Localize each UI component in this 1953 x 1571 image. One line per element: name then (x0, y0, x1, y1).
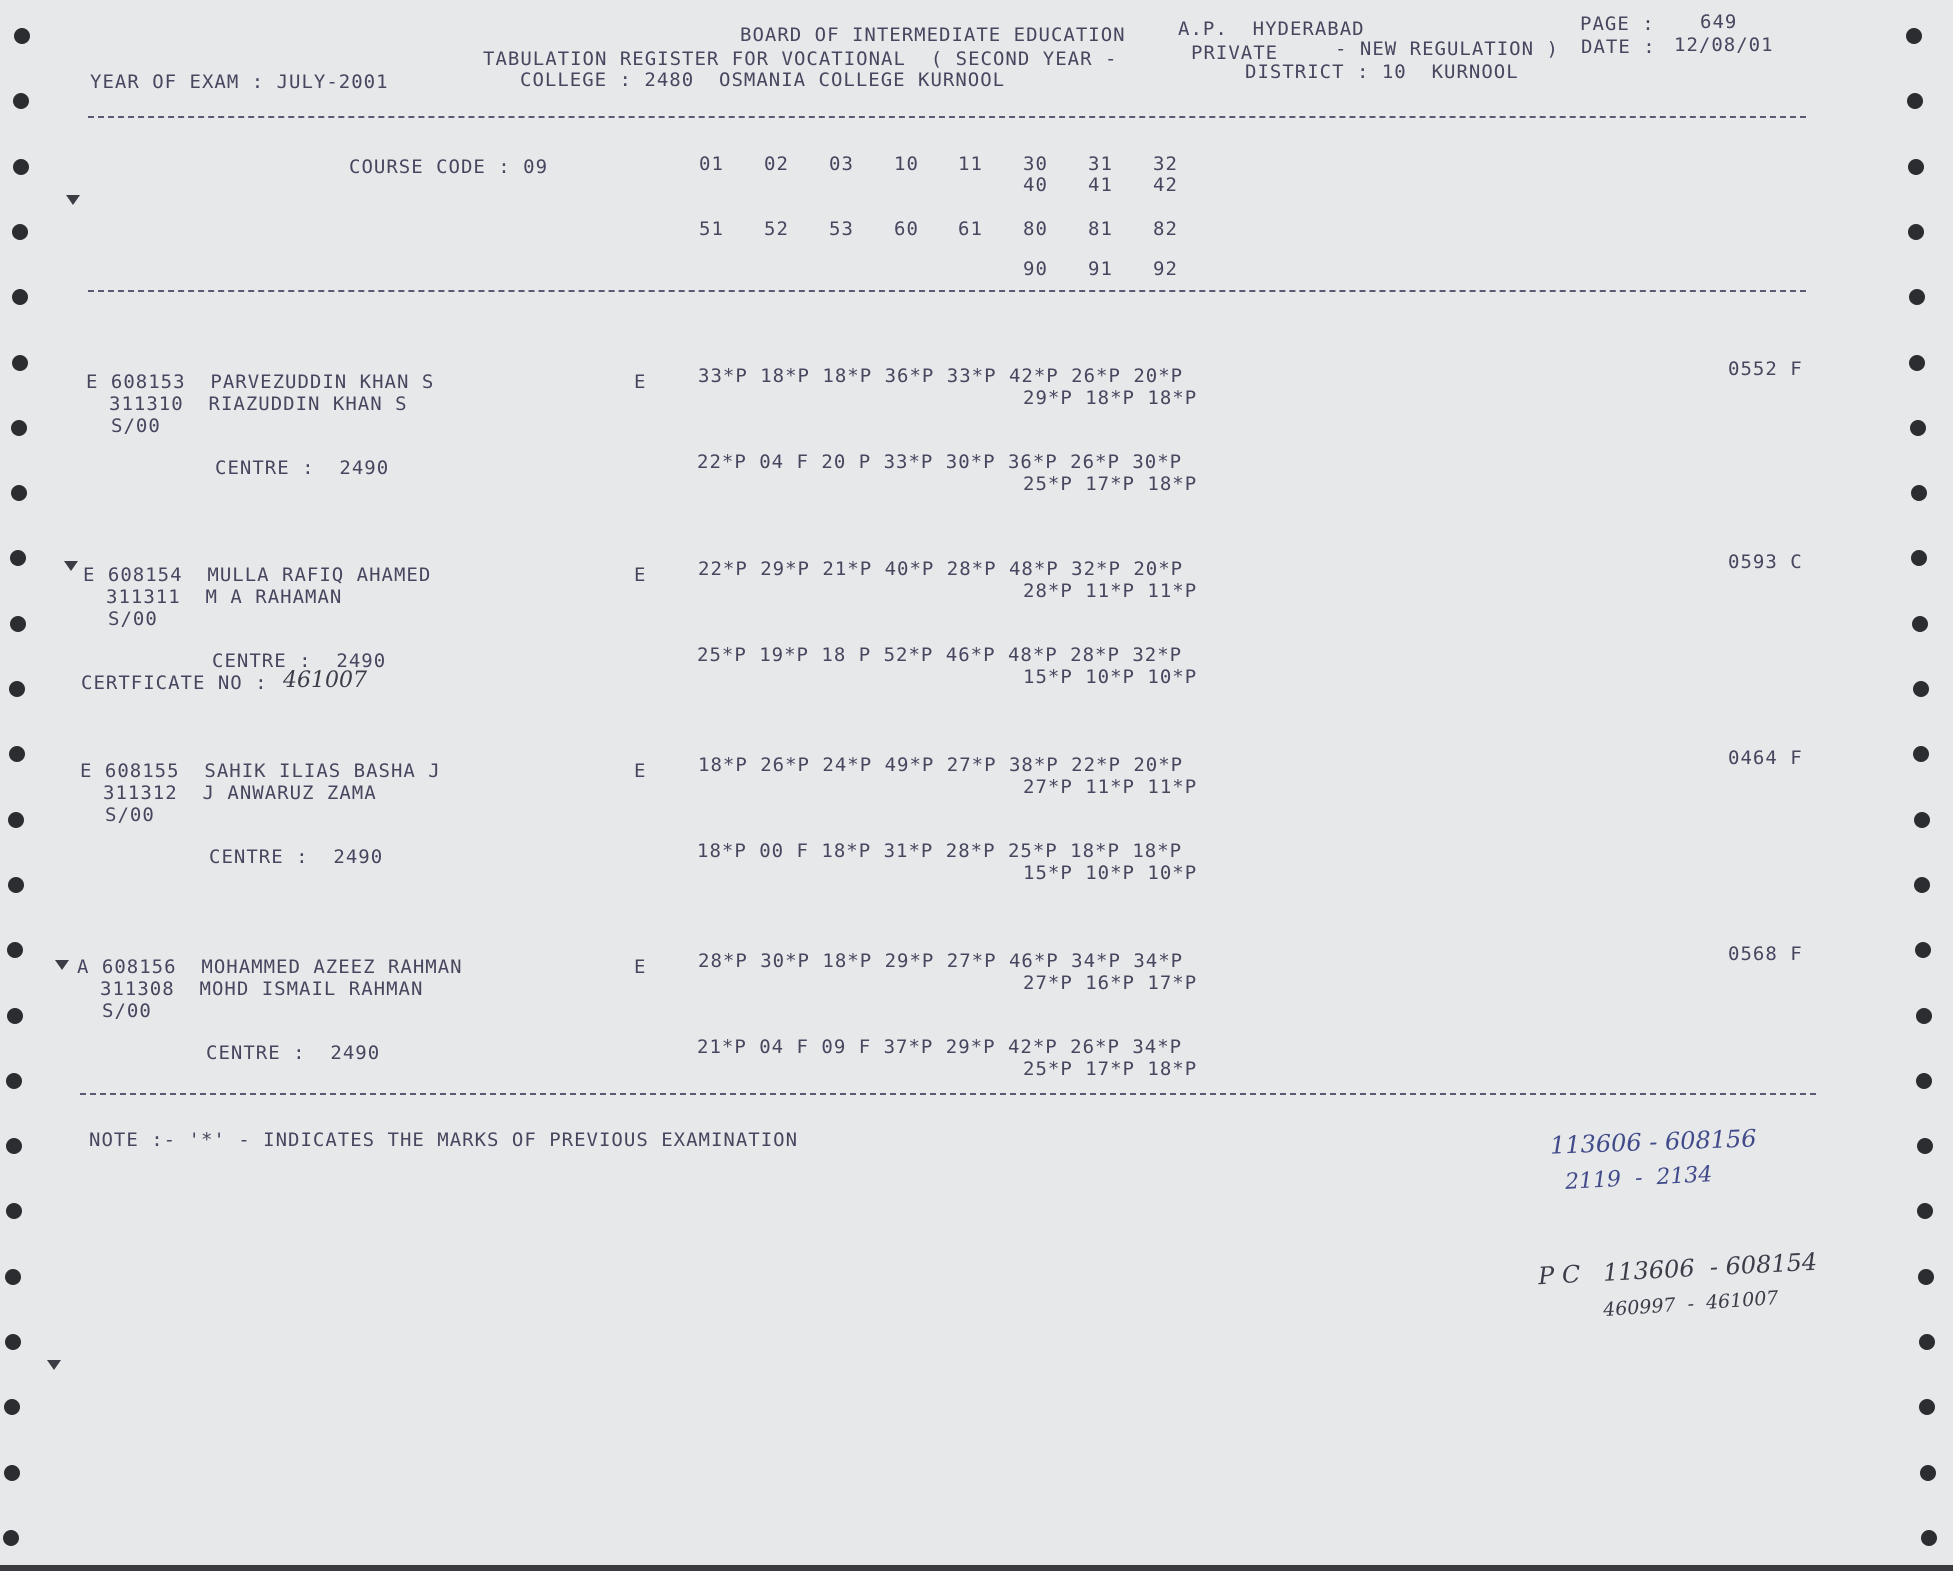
page-label: PAGE : (1580, 13, 1655, 35)
medium: E (634, 956, 647, 978)
total-and-result: 0552 F (1728, 358, 1803, 380)
district: DISTRICT : 10 KURNOOL (1245, 61, 1519, 83)
course-code-cell: 01 (699, 153, 724, 175)
marks-row-1: 18*P 26*P 24*P 49*P 27*P 38*P 22*P 20*P (698, 754, 1184, 776)
tractor-hole (1908, 224, 1924, 240)
tractor-hole (1907, 93, 1923, 109)
relation-code: S/00 (102, 1000, 152, 1022)
marks-row-1: 28*P 30*P 18*P 29*P 27*P 46*P 34*P 34*P (698, 950, 1184, 972)
tractor-hole (1919, 1399, 1935, 1415)
tick-mark (47, 1360, 61, 1370)
medium: E (634, 760, 647, 782)
register-title: TABULATION REGISTER FOR VOCATIONAL ( SECOND YEAR - (483, 48, 1118, 70)
course-code-cell: 11 (958, 153, 983, 175)
tractor-hole (1906, 28, 1922, 44)
page-number: 649 (1700, 11, 1738, 33)
tractor-hole (9, 681, 25, 697)
tractor-hole (1917, 1138, 1933, 1154)
course-code-cell: 03 (829, 153, 854, 175)
tractor-hole (8, 877, 24, 893)
note: NOTE :- '*' - INDICATES THE MARKS OF PREVIOUS EXAMINATION (89, 1129, 799, 1151)
handwritten-pc-range-2: 460997 - 461007 (1602, 1286, 1780, 1322)
tractor-hole (13, 159, 29, 175)
tractor-hole (13, 93, 29, 109)
course-code-cell: 51 (699, 218, 724, 240)
certificate-label: CERTFICATE NO : (81, 672, 268, 694)
rule-mid (88, 290, 1806, 292)
marks-row-1-extra: 29*P 18*P 18*P (1023, 387, 1198, 409)
tractor-hole (1914, 812, 1930, 828)
tractor-hole (1908, 159, 1924, 175)
marks-row-1: 33*P 18*P 18*P 36*P 33*P 42*P 26*P 20*P (698, 365, 1184, 387)
tractor-hole (11, 485, 27, 501)
tractor-hole (14, 28, 30, 44)
tractor-hole (6, 1138, 22, 1154)
tractor-hole (10, 550, 26, 566)
rule-top (88, 116, 1806, 118)
tractor-hole (11, 420, 27, 436)
course-code-cell: 80 (1023, 218, 1048, 240)
centre: CENTRE : 2490 (209, 846, 384, 868)
tractor-hole (1915, 942, 1931, 958)
relation-code: S/00 (108, 608, 158, 630)
tractor-hole (1918, 1269, 1934, 1285)
handwritten-range-2: 2119 - 2134 (1564, 1162, 1713, 1195)
tractor-hole (1917, 1203, 1933, 1219)
state-city: A.P. HYDERABAD (1178, 18, 1365, 40)
total-and-result: 0593 C (1728, 551, 1803, 573)
tractor-hole (6, 1203, 22, 1219)
regno-and-parent: 311312 J ANWARUZ ZAMA (103, 782, 377, 804)
regno-and-parent: 311311 M A RAHAMAN (106, 586, 343, 608)
marks-row-1: 22*P 29*P 21*P 40*P 28*P 48*P 32*P 20*P (698, 558, 1184, 580)
tractor-hole (7, 1008, 23, 1024)
tick-mark (66, 195, 80, 205)
marks-row-1-extra: 28*P 11*P 11*P (1023, 580, 1198, 602)
roll-and-name: E 608155 SAHIK ILIAS BASHA J (80, 760, 441, 782)
medium: E (634, 371, 647, 393)
print-date: 12/08/01 (1674, 34, 1774, 56)
handwritten-range-1: 113606 - 608156 (1549, 1124, 1758, 1160)
course-code-cell: 32 (1153, 153, 1178, 175)
tractor-hole (7, 942, 23, 958)
roll-and-name: E 608154 MULLA RAFIQ AHAMED (83, 564, 432, 586)
tractor-hole (12, 355, 28, 371)
course-code-cell: 53 (829, 218, 854, 240)
marks-row-2-extra: 15*P 10*P 10*P (1023, 666, 1198, 688)
tractor-hole (1914, 877, 1930, 893)
course-code-cell: 90 (1023, 258, 1048, 280)
tick-mark (55, 960, 69, 970)
tractor-hole (1912, 616, 1928, 632)
relation-code: S/00 (105, 804, 155, 826)
course-code-cell: 91 (1088, 258, 1113, 280)
tractor-hole (1911, 485, 1927, 501)
tractor-hole (4, 1465, 20, 1481)
tractor-hole (1910, 420, 1926, 436)
roll-and-name: A 608156 MOHAMMED AZEEZ RAHMAN (77, 956, 463, 978)
tractor-hole (8, 812, 24, 828)
medium: E (634, 564, 647, 586)
roll-and-name: E 608153 PARVEZUDDIN KHAN S (86, 371, 435, 393)
tick-mark (64, 561, 78, 571)
rule-bottom (80, 1093, 1816, 1095)
tractor-hole (5, 1269, 21, 1285)
tractor-hole (12, 224, 28, 240)
tractor-hole (10, 616, 26, 632)
regulation: - NEW REGULATION ) (1335, 38, 1559, 60)
tractor-hole (12, 289, 28, 305)
year-of-exam: YEAR OF EXAM : JULY-2001 (90, 71, 389, 93)
total-and-result: 0464 F (1728, 747, 1803, 769)
course-code-cell: 40 (1023, 174, 1048, 196)
course-code-cell: 82 (1153, 218, 1178, 240)
marks-row-2: 21*P 04 F 09 F 37*P 29*P 42*P 26*P 34*P (697, 1036, 1183, 1058)
marks-row-1-extra: 27*P 11*P 11*P (1023, 776, 1198, 798)
board-title: BOARD OF INTERMEDIATE EDUCATION (740, 24, 1126, 46)
tractor-hole (3, 1530, 19, 1546)
college: COLLEGE : 2480 OSMANIA COLLEGE KURNOOL (520, 69, 1006, 91)
course-code-cell: 81 (1088, 218, 1113, 240)
course-code-cell: 41 (1088, 174, 1113, 196)
centre: CENTRE : 2490 (212, 650, 387, 672)
marks-row-2: 25*P 19*P 18 P 52*P 46*P 48*P 28*P 32*P (697, 644, 1183, 666)
certificate-number: 461007 (283, 668, 367, 693)
centre: CENTRE : 2490 (215, 457, 390, 479)
marks-row-2-extra: 25*P 17*P 18*P (1023, 473, 1198, 495)
tractor-hole (9, 746, 25, 762)
marks-row-2: 22*P 04 F 20 P 33*P 30*P 36*P 26*P 30*P (697, 451, 1183, 473)
course-code-cell: 92 (1153, 258, 1178, 280)
date-label: DATE : (1581, 36, 1656, 58)
regno-and-parent: 311308 MOHD ISMAIL RAHMAN (100, 978, 424, 1000)
category: PRIVATE (1191, 42, 1279, 64)
tractor-hole (1911, 550, 1927, 566)
tractor-hole (1916, 1008, 1932, 1024)
marks-row-1-extra: 27*P 16*P 17*P (1023, 972, 1198, 994)
course-code-cell: 60 (894, 218, 919, 240)
tractor-hole (1920, 1465, 1936, 1481)
regno-and-parent: 311310 RIAZUDDIN KHAN S (109, 393, 408, 415)
marks-row-2-extra: 25*P 17*P 18*P (1023, 1058, 1198, 1080)
tractor-hole (1916, 1073, 1932, 1089)
course-code-cell: 31 (1088, 153, 1113, 175)
tractor-hole (4, 1399, 20, 1415)
centre: CENTRE : 2490 (206, 1042, 381, 1064)
marks-row-2: 18*P 00 F 18*P 31*P 28*P 25*P 18*P 18*P (697, 840, 1183, 862)
course-code-cell: 61 (958, 218, 983, 240)
course-code: COURSE CODE : 09 (349, 156, 549, 178)
course-code-cell: 42 (1153, 174, 1178, 196)
course-code-cell: 10 (894, 153, 919, 175)
marks-row-2-extra: 15*P 10*P 10*P (1023, 862, 1198, 884)
tractor-hole (1913, 746, 1929, 762)
tractor-hole (1919, 1334, 1935, 1350)
tractor-hole (1909, 289, 1925, 305)
tractor-hole (5, 1334, 21, 1350)
total-and-result: 0568 F (1728, 943, 1803, 965)
tractor-hole (1909, 355, 1925, 371)
course-code-cell: 52 (764, 218, 789, 240)
course-code-cell: 02 (764, 153, 789, 175)
tractor-hole (6, 1073, 22, 1089)
tractor-hole (1913, 681, 1929, 697)
relation-code: S/00 (111, 415, 161, 437)
course-code-cell: 30 (1023, 153, 1048, 175)
tractor-hole (1921, 1530, 1937, 1546)
handwritten-pc-range-1: P C 113606 - 608154 (1537, 1247, 1818, 1291)
